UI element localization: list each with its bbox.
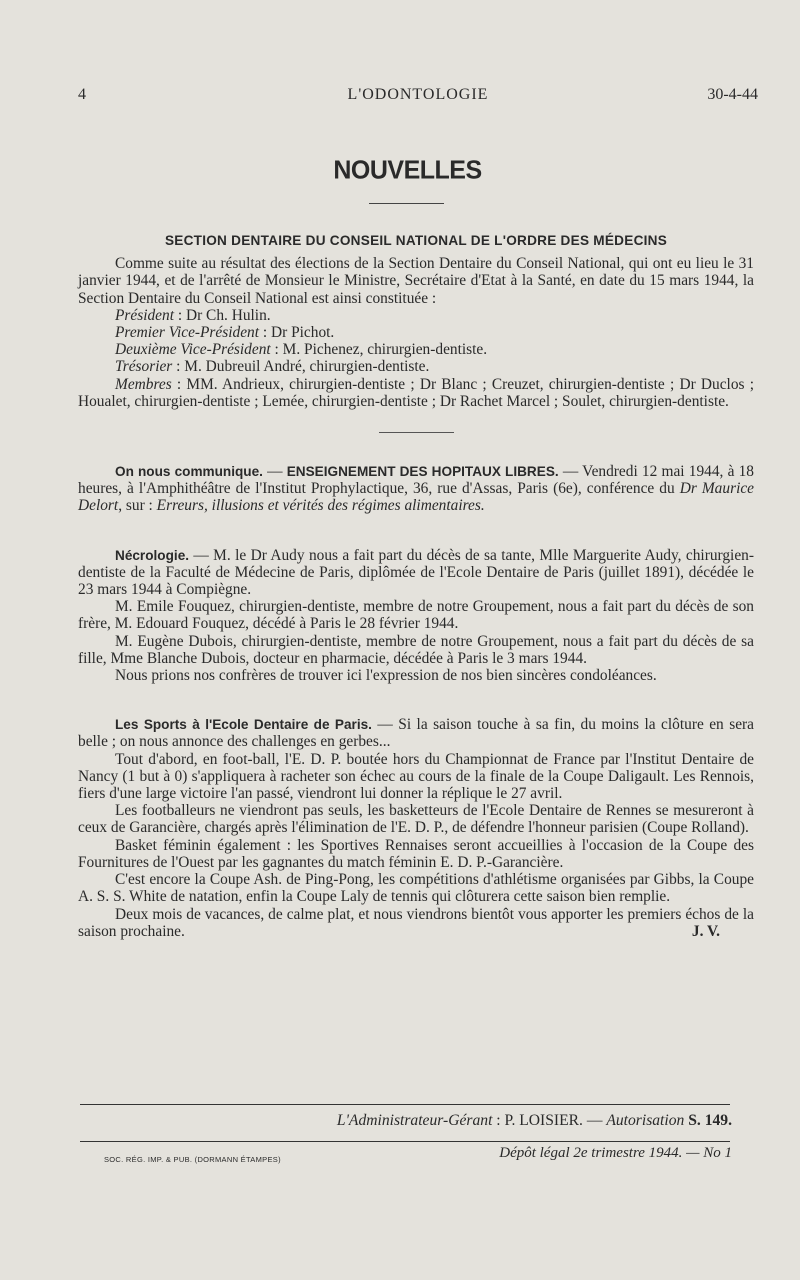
- role-holder: : M. Pichenez, chirurgien-dentiste.: [270, 341, 488, 359]
- sports-paragraph: C'est encore la Coupe Ash. de Ping-Pong, les compétitions d'athlétisme organisées par Gibbs, la Coupe A. S. S. White de natation, enfin la Coupe Laly de tennis qui clôturera cette saison bien remplie.: [78, 871, 754, 906]
- role-title: Trésorier: [115, 358, 173, 376]
- footer-rule: [80, 1104, 730, 1105]
- role-title: Premier Vice-Président: [115, 324, 260, 342]
- necrologie-paragraph: M. Emile Fouquez, chirurgien-dentiste, membre de notre Groupement, nous a fait part du décès de son frère, M. Edouard Fouquez, décédé à Paris le 28 février 1944.: [78, 598, 754, 633]
- sports-text: — Si la saison touche à sa fin, du moins la clôture en sera belle ; on nous annonce des challenges en gerbes...: [78, 716, 754, 751]
- author-signature: J. V.: [691, 922, 720, 940]
- spacer: [78, 684, 754, 716]
- running-header: [78, 86, 758, 108]
- sports-paragraph: Basket féminin également : les Sportives Rennaises seront accueillies à l'occasion de la Coupe des Fournitures de l'Ouest par les gagnantes du match féminin E. D. P.-Garancière.: [78, 836, 754, 871]
- necrologie-lead: Nécrologie.: [115, 547, 190, 563]
- admin-name: : P. LOISIER. —: [492, 1112, 607, 1129]
- page-title: NOUVELLES: [333, 155, 482, 185]
- notice-mid: , sur :: [118, 497, 157, 515]
- role-title: Président: [115, 306, 174, 324]
- title-divider: [369, 203, 444, 204]
- notice-heading: ENSEIGNEMENT DES HOPITAUX LIBRES.: [286, 464, 559, 480]
- necrologie-paragraph: Nous prions nos confrères de trouver ici l'expression de nos bien sincères condoléances.: [115, 667, 657, 685]
- printer-imprint: SOC. RÉG. IMP. & PUB. (DORMANN ÉTAMPES): [104, 1155, 281, 1164]
- page-number: 4: [78, 86, 86, 103]
- role-holder: : MM. Andrieux, chirurgien-dentiste ; Dr Blanc ; Creuzet, chirurgien-dentiste ; Dr Duclos ; Houalet, chirurgien-dentiste ; Lemée, chirurgien-dentiste ; Dr Rachet Marcel ; Soulet, chirurgien-dentiste.: [78, 375, 754, 410]
- sports-text: Deux mois de vacances, de calme plat, et nous viendrons bientôt vous apporter les premiers échos de la saison prochaine.: [78, 905, 754, 940]
- dash: —: [262, 463, 287, 481]
- sports-paragraph: Tout d'abord, en foot-ball, l'E. D. P. boutée hors du Championnat de France par l'Institut Dentaire de Nancy (1 but à 0) s'appliquera à racheter son échec au cours de la finale de la Coupe Daligault. Les Rennois, fiers d'une large victoire l'an passé, viendront lui donner la réplique le 27 avril.: [78, 750, 754, 803]
- legal-deposit: Dépôt légal 2e trimestre 1944. — No 1: [499, 1145, 732, 1161]
- role-line: [78, 324, 754, 341]
- sports-paragraph-last: [78, 906, 754, 940]
- role-line: [78, 307, 754, 324]
- role-holder: : M. Dubreuil André, chirurgien-dentiste.: [172, 358, 430, 376]
- speaker-name: Dr Maurice Delort: [78, 480, 755, 515]
- role-line: [78, 341, 754, 358]
- necrologie-paragraph: M. Eugène Dubois, chirurgien-dentiste, membre de notre Groupement, nous a fait part du décès de sa fille, Mme Blanche Dubois, docteur en pharmacie, décédée à Paris le 3 mars 1944.: [78, 632, 754, 667]
- article-body: [78, 232, 754, 940]
- role-line: [78, 358, 754, 375]
- footer-admin-line: [78, 1112, 732, 1130]
- sports-paragraph: Les footballeurs ne viendront pas seuls, les basketteurs de l'Ecole Dentaire de Rennes se mesureront à ceux de Garancière, chargés après l'élimination de l'E. D. P., de défendre l'honneur parisien (Coupe Rolland).: [78, 802, 754, 837]
- enseignement-notice: [78, 463, 754, 515]
- auth-number: S. 149.: [684, 1112, 732, 1129]
- sports-paragraph: [78, 716, 754, 750]
- notice-text: — Vendredi 12 mai 1944, à 18 heures, à l'Amphithéâtre de l'Institut Prophylactique, 36, rue d'Assas, Paris (6e), conférence du: [78, 463, 754, 498]
- auth-label: Autorisation: [606, 1112, 685, 1129]
- role-members: [78, 376, 754, 410]
- necrologie-text: — M. le Dr Audy nous a fait part du décès de sa tante, Mlle Marguerite Audy, chirurgien-dentiste de la Faculté de Médecine de Paris, diplômée de l'Ecole Dentaire de Paris (juillet 1891), décédée le 23 mars 1944 à Compiègne.: [78, 546, 754, 599]
- admin-label: L'Administrateur-Gérant: [336, 1112, 493, 1129]
- journal-title: L'ODONTOLOGIE: [347, 86, 489, 103]
- footer-rule: [80, 1141, 730, 1142]
- role-holder: : Dr Ch. Hulin.: [174, 306, 271, 324]
- section-divider: [379, 432, 454, 433]
- necrologie-paragraph: [78, 547, 754, 599]
- conseil-intro: Comme suite au résultat des élections de la Section Dentaire du Conseil National, qui ont eu lieu le 31 janvier 1944, et de l'arrêté de Monsieur le Ministre, Secrétaire d'Etat à la Santé, en date du 15 mars 1944, la Section Dentaire du Conseil National est ainsi constituée :: [78, 255, 754, 307]
- lecture-topic: Erreurs, illusions et vérités des régimes alimentaires.: [156, 497, 485, 515]
- sports-lead: Les Sports à l'Ecole Dentaire de Paris.: [115, 717, 372, 733]
- spacer: [78, 515, 754, 547]
- notice-lead: On nous communique.: [115, 464, 263, 480]
- role-title: Membres: [115, 375, 172, 393]
- role-holder: : Dr Pichot.: [259, 324, 335, 342]
- issue-date: 30-4-44: [707, 86, 758, 103]
- role-title: Deuxième Vice-Président: [115, 341, 271, 359]
- section-heading-conseil: SECTION DENTAIRE DU CONSEIL NATIONAL DE L'ORDRE DES MÉDECINS: [164, 233, 668, 248]
